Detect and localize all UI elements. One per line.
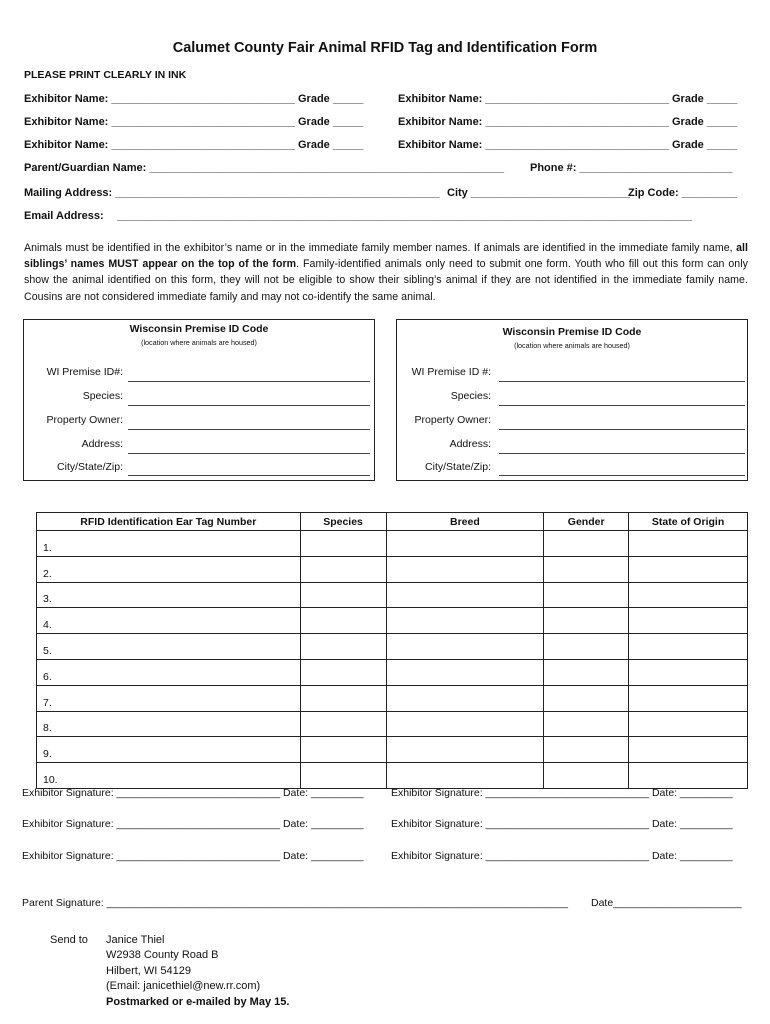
table-row bbox=[37, 763, 748, 789]
breed-cell[interactable] bbox=[386, 608, 544, 634]
species-cell[interactable] bbox=[300, 685, 386, 711]
exhibitor-signature-field[interactable]: Exhibitor Signature: ____________________________ Date: _________ bbox=[22, 818, 364, 830]
breed-cell[interactable] bbox=[386, 634, 544, 660]
header-breed: Breed bbox=[386, 513, 544, 531]
recipient-city: Hilbert, WI 54129 bbox=[106, 965, 191, 977]
state-of-origin-cell[interactable] bbox=[629, 634, 748, 660]
table-row bbox=[37, 634, 748, 660]
gender-cell[interactable] bbox=[544, 531, 629, 557]
exhibitor-name-field[interactable]: Exhibitor Name: ______________________________ Grade _____ bbox=[24, 116, 364, 128]
species-label: Species: bbox=[82, 390, 123, 402]
premise-id-box bbox=[23, 319, 375, 481]
premise-id-input[interactable] bbox=[499, 381, 745, 382]
breed-cell[interactable] bbox=[386, 556, 544, 582]
rfid-tag-cell[interactable]: 4. bbox=[37, 608, 301, 634]
premise-id-label: WI Premise ID #: bbox=[411, 366, 491, 378]
header-gender: Gender bbox=[544, 513, 629, 531]
gender-cell[interactable] bbox=[544, 763, 629, 789]
form-title: Calumet County Fair Animal RFID Tag and Identification Form bbox=[172, 40, 598, 56]
city-field[interactable]: City __________________________ bbox=[447, 187, 630, 199]
email-field[interactable]: ______________________________________________________________________________________________ bbox=[117, 210, 693, 222]
rfid-tag-cell[interactable]: 10. bbox=[37, 763, 301, 789]
city-state-zip-input[interactable] bbox=[128, 475, 370, 476]
table-header-row bbox=[37, 513, 748, 531]
rfid-tag-cell[interactable]: 9. bbox=[37, 737, 301, 763]
species-cell[interactable] bbox=[300, 582, 386, 608]
species-cell[interactable] bbox=[300, 711, 386, 737]
state-of-origin-cell[interactable] bbox=[629, 659, 748, 685]
rfid-tag-cell[interactable]: 2. bbox=[37, 556, 301, 582]
premise-box-subtitle: (location where animals are housed) bbox=[141, 338, 257, 347]
parent-signature-field[interactable]: Parent Signature: _______________________________________________________________________________ bbox=[22, 897, 568, 909]
species-label: Species: bbox=[450, 390, 491, 402]
exhibitor-name-field[interactable]: Exhibitor Name: ______________________________ Grade _____ bbox=[24, 93, 364, 105]
header-state-of-origin: State of Origin bbox=[629, 513, 748, 531]
breed-cell[interactable] bbox=[386, 685, 544, 711]
mailing-address-field[interactable]: Mailing Address: _____________________________________________________ bbox=[24, 187, 440, 199]
property-owner-label: Property Owner: bbox=[46, 414, 123, 426]
address-label: Address: bbox=[81, 438, 123, 450]
rfid-tag-cell[interactable]: 5. bbox=[37, 634, 301, 660]
state-of-origin-cell[interactable] bbox=[629, 711, 748, 737]
state-of-origin-cell[interactable] bbox=[629, 608, 748, 634]
exhibitor-signature-field[interactable]: Exhibitor Signature: ____________________________ Date: _________ bbox=[391, 787, 733, 799]
gender-cell[interactable] bbox=[544, 556, 629, 582]
city-state-zip-label: City/State/Zip: bbox=[57, 461, 123, 473]
print-note: PLEASE PRINT CLEARLY IN INK bbox=[24, 69, 187, 81]
table-row bbox=[37, 608, 748, 634]
exhibitor-name-field[interactable]: Exhibitor Name: ______________________________ Grade _____ bbox=[24, 139, 364, 151]
table-row bbox=[37, 582, 748, 608]
breed-cell[interactable] bbox=[386, 737, 544, 763]
state-of-origin-cell[interactable] bbox=[629, 685, 748, 711]
breed-cell[interactable] bbox=[386, 711, 544, 737]
exhibitor-signature-field[interactable]: Exhibitor Signature: ____________________________ Date: _________ bbox=[22, 787, 364, 799]
breed-cell[interactable] bbox=[386, 531, 544, 557]
state-of-origin-cell[interactable] bbox=[629, 556, 748, 582]
recipient-email: (Email: janicethiel@new.rr.com) bbox=[106, 980, 261, 992]
gender-cell[interactable] bbox=[544, 582, 629, 608]
gender-cell[interactable] bbox=[544, 608, 629, 634]
phone-field[interactable]: Phone #: _________________________ bbox=[530, 162, 733, 174]
rfid-tag-cell[interactable]: 8. bbox=[37, 711, 301, 737]
exhibitor-name-field[interactable]: Exhibitor Name: ______________________________ Grade _____ bbox=[398, 116, 738, 128]
paragraph-text: . Family-identified animals only need to submit one form. Youth who fill out this form can only show the animal identified on this form, they will not be eligible to show their sibling’s animal if they are not identified in the immediate family name. Cousins are not considered immediate family and may not co-identify the same animal. bbox=[24, 258, 748, 303]
property-owner-input[interactable] bbox=[128, 429, 370, 430]
email-label: Email Address: bbox=[24, 210, 104, 222]
rfid-tag-cell[interactable]: 6. bbox=[37, 659, 301, 685]
species-input[interactable] bbox=[499, 405, 745, 406]
send-to-label: Send to bbox=[50, 934, 88, 946]
state-of-origin-cell[interactable] bbox=[629, 763, 748, 789]
city-state-zip-label: City/State/Zip: bbox=[425, 461, 491, 473]
species-cell[interactable] bbox=[300, 634, 386, 660]
paragraph-text: Animals must be identified in the exhibitor’s name or in the immediate family member names. If animals are identified in the immediate family name, bbox=[24, 242, 737, 254]
zip-code-field[interactable]: Zip Code: _________ bbox=[628, 187, 737, 199]
rfid-tag-cell[interactable]: 7. bbox=[37, 685, 301, 711]
header-rfid-tag: RFID Identification Ear Tag Number bbox=[37, 513, 301, 531]
address-input[interactable] bbox=[128, 453, 370, 454]
table-row bbox=[37, 659, 748, 685]
parent-guardian-field[interactable]: Parent/Guardian Name: __________________________________________________________ bbox=[24, 162, 505, 174]
paragraph-emphasis: all siblings’ names MUST appear on the top of the form bbox=[24, 242, 748, 271]
table-row bbox=[37, 556, 748, 582]
species-cell[interactable] bbox=[300, 763, 386, 789]
exhibitor-name-field[interactable]: Exhibitor Name: ______________________________ Grade _____ bbox=[398, 139, 738, 151]
address-input[interactable] bbox=[499, 453, 745, 454]
recipient-name: Janice Thiel bbox=[106, 934, 165, 946]
gender-cell[interactable] bbox=[544, 685, 629, 711]
premise-box-title: Wisconsin Premise ID Code bbox=[129, 323, 269, 335]
premise-id-box bbox=[396, 319, 748, 481]
species-cell[interactable] bbox=[300, 556, 386, 582]
species-input[interactable] bbox=[128, 405, 370, 406]
breed-cell[interactable] bbox=[386, 582, 544, 608]
species-cell[interactable] bbox=[300, 608, 386, 634]
city-state-zip-input[interactable] bbox=[499, 475, 745, 476]
table-row bbox=[37, 685, 748, 711]
species-cell[interactable] bbox=[300, 659, 386, 685]
breed-cell[interactable] bbox=[386, 763, 544, 789]
recipient-street: W2938 County Road B bbox=[106, 949, 219, 961]
gender-cell[interactable] bbox=[544, 737, 629, 763]
premise-box-subtitle: (location where animals are housed) bbox=[514, 341, 630, 350]
breed-cell[interactable] bbox=[386, 659, 544, 685]
state-of-origin-cell[interactable] bbox=[629, 582, 748, 608]
property-owner-input[interactable] bbox=[499, 429, 745, 430]
eligibility-paragraph bbox=[24, 240, 748, 305]
table-row bbox=[37, 737, 748, 763]
premise-id-input[interactable] bbox=[128, 381, 370, 382]
gender-cell[interactable] bbox=[544, 634, 629, 660]
property-owner-label: Property Owner: bbox=[414, 414, 491, 426]
state-of-origin-cell[interactable] bbox=[629, 737, 748, 763]
table-row bbox=[37, 531, 748, 557]
parent-signature-date-field[interactable]: Date______________________ bbox=[591, 897, 742, 909]
species-cell[interactable] bbox=[300, 737, 386, 763]
header-species: Species bbox=[300, 513, 386, 531]
exhibitor-signature-field[interactable]: Exhibitor Signature: ____________________________ Date: _________ bbox=[391, 850, 733, 862]
state-of-origin-cell[interactable] bbox=[629, 531, 748, 557]
premise-id-label: WI Premise ID#: bbox=[46, 366, 123, 378]
gender-cell[interactable] bbox=[544, 659, 629, 685]
address-label: Address: bbox=[449, 438, 491, 450]
deadline-note: Postmarked or e-mailed by May 15. bbox=[106, 996, 290, 1008]
rfid-table bbox=[36, 512, 748, 789]
rfid-tag-cell[interactable]: 1. bbox=[37, 531, 301, 557]
exhibitor-signature-field[interactable]: Exhibitor Signature: ____________________________ Date: _________ bbox=[391, 818, 733, 830]
species-cell[interactable] bbox=[300, 531, 386, 557]
exhibitor-signature-field[interactable]: Exhibitor Signature: ____________________________ Date: _________ bbox=[22, 850, 364, 862]
premise-box-title: Wisconsin Premise ID Code bbox=[502, 326, 642, 338]
rfid-tag-cell[interactable]: 3. bbox=[37, 582, 301, 608]
gender-cell[interactable] bbox=[544, 711, 629, 737]
table-row bbox=[37, 711, 748, 737]
exhibitor-name-field[interactable]: Exhibitor Name: ______________________________ Grade _____ bbox=[398, 93, 738, 105]
